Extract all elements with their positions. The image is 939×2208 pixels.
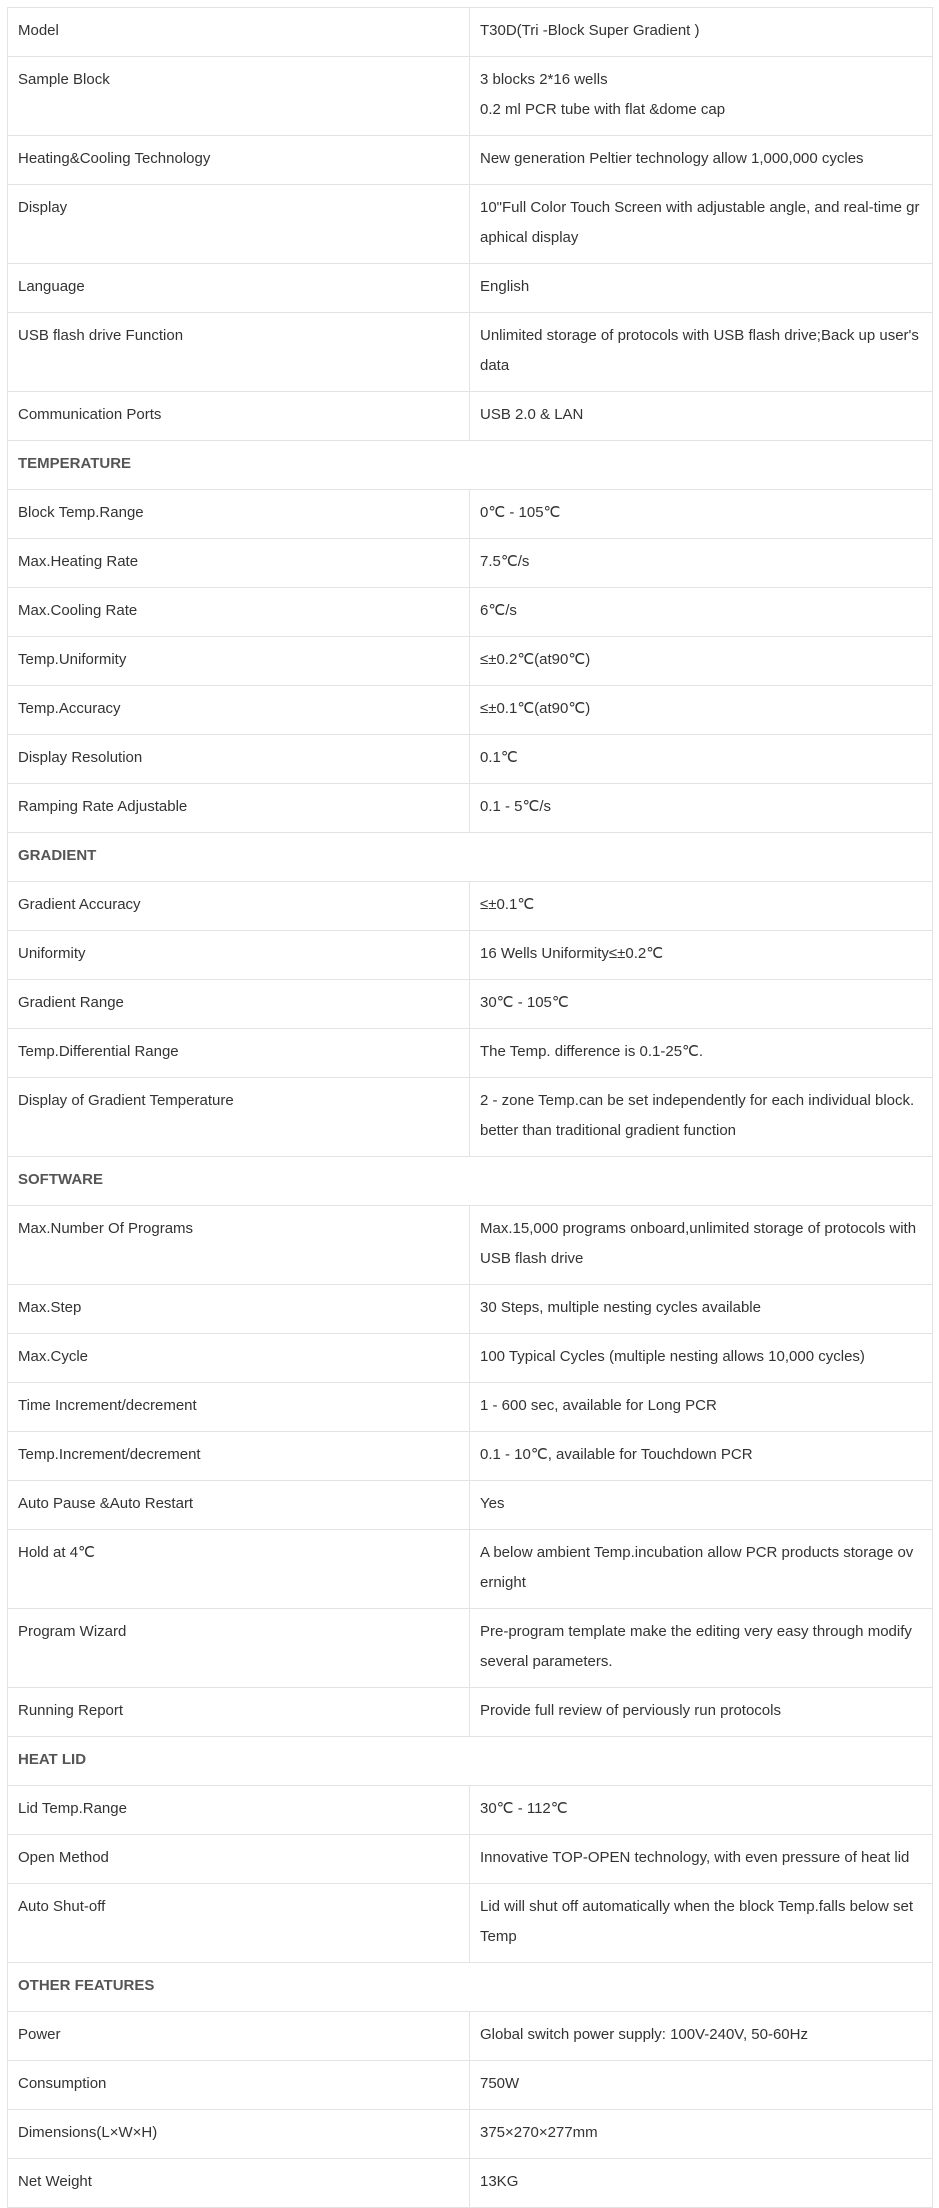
- spec-row: [8, 931, 933, 980]
- spec-row: [8, 2159, 933, 2208]
- spec-label: Hold at 4℃: [8, 1530, 470, 1609]
- spec-label: Auto Pause &Auto Restart: [8, 1481, 470, 1530]
- spec-value: New generation Peltier technology allow 1,000,000 cycles: [470, 136, 933, 185]
- spec-row: [8, 313, 933, 392]
- spec-label: Max.Step: [8, 1285, 470, 1334]
- section-title: GRADIENT: [8, 833, 933, 882]
- spec-label: Open Method: [8, 1835, 470, 1884]
- spec-value: 30℃ - 112℃: [470, 1786, 933, 1835]
- section-title: OTHER FEATURES: [8, 1963, 933, 2012]
- section-title: TEMPERATURE: [8, 441, 933, 490]
- spec-row: [8, 784, 933, 833]
- section-header-row: [8, 441, 933, 490]
- spec-value: ≤±0.1℃: [470, 882, 933, 931]
- spec-label: Sample Block: [8, 57, 470, 136]
- spec-value: 6℃/s: [470, 588, 933, 637]
- spec-row: [8, 588, 933, 637]
- section-header-row: [8, 1963, 933, 2012]
- spec-value: Provide full review of perviously run protocols: [470, 1688, 933, 1737]
- spec-label: Lid Temp.Range: [8, 1786, 470, 1835]
- spec-label: Block Temp.Range: [8, 490, 470, 539]
- spec-label: Ramping Rate Adjustable: [8, 784, 470, 833]
- spec-row: [8, 1530, 933, 1609]
- spec-value: The Temp. difference is 0.1-25℃.: [470, 1029, 933, 1078]
- spec-label: Max.Cycle: [8, 1334, 470, 1383]
- spec-row: [8, 1285, 933, 1334]
- spec-label: Temp.Increment/decrement: [8, 1432, 470, 1481]
- spec-row: [8, 1786, 933, 1835]
- spec-table-body: [8, 8, 933, 2208]
- spec-label: Auto Shut-off: [8, 1884, 470, 1963]
- spec-label: Temp.Accuracy: [8, 686, 470, 735]
- spec-row: [8, 2012, 933, 2061]
- spec-value: T30D(Tri -Block Super Gradient ): [470, 8, 933, 57]
- spec-row: [8, 136, 933, 185]
- spec-row: [8, 686, 933, 735]
- spec-value: A below ambient Temp.incubation allow PCR products storage overnight: [470, 1530, 933, 1609]
- spec-row: [8, 1383, 933, 1432]
- spec-row: [8, 185, 933, 264]
- spec-value: 7.5℃/s: [470, 539, 933, 588]
- spec-row: [8, 2110, 933, 2159]
- spec-label: Program Wizard: [8, 1609, 470, 1688]
- spec-value: 0℃ - 105℃: [470, 490, 933, 539]
- spec-row: [8, 57, 933, 136]
- spec-label: Display Resolution: [8, 735, 470, 784]
- spec-table: [7, 7, 933, 2208]
- spec-label: USB flash drive Function: [8, 313, 470, 392]
- spec-row: [8, 1206, 933, 1285]
- spec-value: Unlimited storage of protocols with USB flash drive;Back up user's data: [470, 313, 933, 392]
- spec-value: 13KG: [470, 2159, 933, 2208]
- spec-value: USB 2.0 & LAN: [470, 392, 933, 441]
- spec-row: [8, 8, 933, 57]
- spec-value: 100 Typical Cycles (multiple nesting allows 10,000 cycles): [470, 1334, 933, 1383]
- spec-value: 0.1℃: [470, 735, 933, 784]
- spec-value: 2 - zone Temp.can be set independently for each individual block. better than traditional gradient function: [470, 1078, 933, 1157]
- spec-label: Max.Cooling Rate: [8, 588, 470, 637]
- spec-row: [8, 539, 933, 588]
- section-header-row: [8, 833, 933, 882]
- spec-row: [8, 735, 933, 784]
- spec-row: [8, 1835, 933, 1884]
- spec-row: [8, 1029, 933, 1078]
- spec-label: Gradient Accuracy: [8, 882, 470, 931]
- spec-label: Time Increment/decrement: [8, 1383, 470, 1432]
- spec-row: [8, 1884, 933, 1963]
- spec-label: Display of Gradient Temperature: [8, 1078, 470, 1157]
- spec-row: [8, 1078, 933, 1157]
- spec-value: 30 Steps, multiple nesting cycles available: [470, 1285, 933, 1334]
- spec-value: ≤±0.2℃(at90℃): [470, 637, 933, 686]
- section-title: SOFTWARE: [8, 1157, 933, 1206]
- spec-row: [8, 1609, 933, 1688]
- spec-label: Gradient Range: [8, 980, 470, 1029]
- spec-value: Max.15,000 programs onboard,unlimited storage of protocols with USB flash drive: [470, 1206, 933, 1285]
- spec-row: [8, 637, 933, 686]
- spec-label: Dimensions(L×W×H): [8, 2110, 470, 2159]
- spec-row: [8, 264, 933, 313]
- spec-row: [8, 1334, 933, 1383]
- section-header-row: [8, 1157, 933, 1206]
- spec-value: 375×270×277mm: [470, 2110, 933, 2159]
- spec-row: [8, 1481, 933, 1530]
- spec-value: 0.1 - 10℃, available for Touchdown PCR: [470, 1432, 933, 1481]
- spec-value: ≤±0.1℃(at90℃): [470, 686, 933, 735]
- spec-value: Pre-program template make the editing very easy through modify several parameters.: [470, 1609, 933, 1688]
- spec-row: [8, 2061, 933, 2110]
- spec-value: 1 - 600 sec, available for Long PCR: [470, 1383, 933, 1432]
- spec-row: [8, 490, 933, 539]
- spec-row: [8, 980, 933, 1029]
- spec-value: 10"Full Color Touch Screen with adjustable angle, and real-time graphical display: [470, 185, 933, 264]
- spec-label: Consumption: [8, 2061, 470, 2110]
- spec-row: [8, 392, 933, 441]
- spec-value: 16 Wells Uniformity≤±0.2℃: [470, 931, 933, 980]
- spec-label: Running Report: [8, 1688, 470, 1737]
- spec-label: Communication Ports: [8, 392, 470, 441]
- spec-row: [8, 882, 933, 931]
- spec-value: Innovative TOP-OPEN technology, with even pressure of heat lid: [470, 1835, 933, 1884]
- spec-label: Language: [8, 264, 470, 313]
- spec-value: Lid will shut off automatically when the block Temp.falls below set Temp: [470, 1884, 933, 1963]
- spec-label: Uniformity: [8, 931, 470, 980]
- spec-label: Max.Heating Rate: [8, 539, 470, 588]
- spec-label: Heating&Cooling Technology: [8, 136, 470, 185]
- spec-value: 3 blocks 2*16 wells 0.2 ml PCR tube with flat &dome cap: [470, 57, 933, 136]
- section-header-row: [8, 1737, 933, 1786]
- spec-value: Yes: [470, 1481, 933, 1530]
- spec-value: 30℃ - 105℃: [470, 980, 933, 1029]
- spec-label: Display: [8, 185, 470, 264]
- spec-value: English: [470, 264, 933, 313]
- spec-value: Global switch power supply: 100V-240V, 50-60Hz: [470, 2012, 933, 2061]
- spec-label: Power: [8, 2012, 470, 2061]
- spec-row: [8, 1432, 933, 1481]
- spec-label: Net Weight: [8, 2159, 470, 2208]
- spec-value: 0.1 - 5℃/s: [470, 784, 933, 833]
- spec-value: 750W: [470, 2061, 933, 2110]
- spec-label: Model: [8, 8, 470, 57]
- spec-row: [8, 1688, 933, 1737]
- section-title: HEAT LID: [8, 1737, 933, 1786]
- spec-label: Temp.Uniformity: [8, 637, 470, 686]
- spec-label: Max.Number Of Programs: [8, 1206, 470, 1285]
- spec-label: Temp.Differential Range: [8, 1029, 470, 1078]
